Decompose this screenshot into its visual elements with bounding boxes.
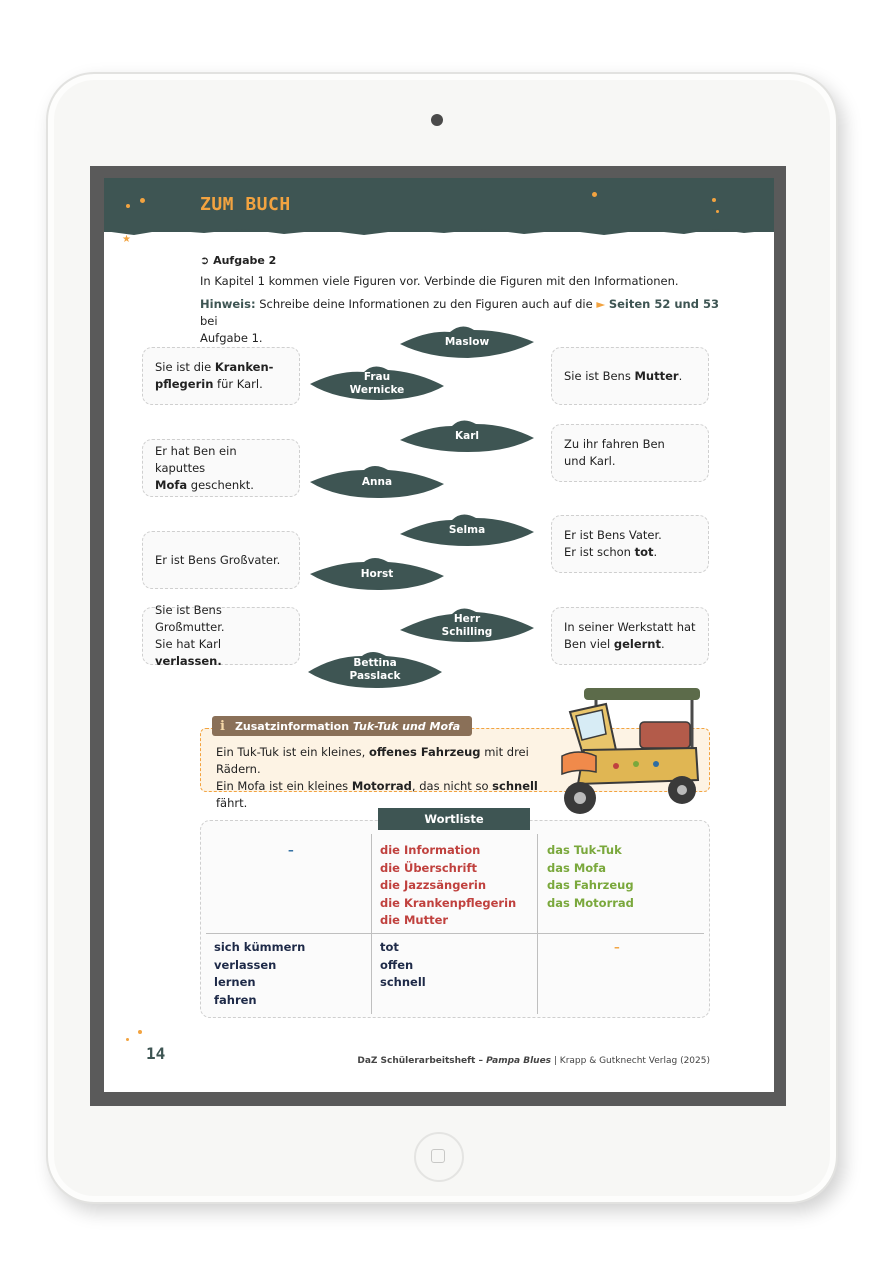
footer-credit: DaZ Schülerarbeitsheft – Pampa Blues | Krapp & Gutknecht Verlag (2025) (357, 1056, 710, 1066)
star-dot (138, 1030, 142, 1034)
star-dot (126, 204, 130, 208)
page-title: ZUM BUCH (200, 194, 291, 215)
info-box-left-2[interactable]: Er hat Ben ein kaputtes Mofa geschenkt. (142, 439, 300, 497)
wortliste-cell: – (288, 843, 294, 857)
character-frau-wernicke[interactable]: Frau Wernicke (308, 364, 446, 404)
home-button[interactable] (414, 1132, 464, 1182)
star-dot (140, 198, 145, 203)
table-divider (371, 834, 372, 1014)
info-icon: i (220, 718, 225, 734)
wortliste-nouns-feminine: die Information die Überschrift die Jazzsängerin die Krankenpflegerin die Mutter (380, 843, 517, 927)
wortliste-cell: – (614, 940, 620, 954)
character-maslow[interactable]: Maslow (398, 322, 536, 362)
star-icon: ★ (122, 234, 131, 245)
camera-icon (431, 114, 443, 126)
character-bettina-passlack[interactable]: Bettina Passlack (306, 650, 444, 690)
tuk-tuk-illustration (556, 686, 706, 818)
task-instruction: In Kapitel 1 kommen viele Figuren vor. Verbinde die Figuren mit den Informationen. (200, 274, 679, 288)
zusatz-tab: i Zusatzinformation Tuk-Tuk und Mofa (212, 716, 472, 736)
header-torn-edge (104, 224, 774, 238)
table-divider (206, 933, 704, 934)
info-box-right-1[interactable]: Sie ist Bens Mutter. (551, 347, 709, 405)
worksheet-page[interactable] (104, 178, 774, 1092)
wortliste-adjectives: tot offen schnell (380, 940, 426, 989)
character-herr-schilling[interactable]: Herr Schilling (398, 606, 536, 646)
zusatz-text: Ein Tuk-Tuk ist ein kleines, offenes Fahrzeug mit drei Rädern. Ein Mofa ist ein kleines Motorrad, das nicht so schnell fährt. (216, 745, 538, 810)
star-dot (712, 198, 716, 202)
star-dot (716, 210, 719, 213)
info-box-right-2[interactable]: Zu ihr fahren Ben und Karl. (551, 424, 709, 482)
wortliste-title: Wortliste (378, 808, 530, 830)
play-arrow-icon: ► (596, 297, 606, 311)
character-horst[interactable]: Horst (308, 554, 446, 594)
task-hint: Hinweis: Schreibe deine Informationen zu den Figuren auch auf die ► Seiten 52 und 53 bei Aufgabe 1. (200, 297, 719, 345)
character-karl[interactable]: Karl (398, 416, 536, 456)
wortliste-verbs: sich kümmern verlassen lernen fahren (214, 940, 306, 1007)
info-box-right-4[interactable]: In seiner Werkstatt hat Ben viel gelernt. (551, 607, 709, 665)
info-box-left-3[interactable]: Er ist Bens Großvater. (142, 531, 300, 589)
home-square-icon (431, 1149, 445, 1163)
page-reference-link[interactable]: Seiten 52 und 53 (608, 297, 719, 311)
arrow-circle-icon: ➲ (200, 254, 210, 267)
character-selma[interactable]: Selma (398, 510, 536, 550)
info-box-left-4[interactable]: Sie ist Bens Großmutter. Sie hat Karl verlassen. (142, 607, 300, 665)
star-dot (592, 192, 597, 197)
table-divider (537, 834, 538, 1014)
star-dot (126, 1038, 129, 1041)
info-box-left-1[interactable]: Sie ist die Kranken- pflegerin für Karl. (142, 347, 300, 405)
task-heading: ➲ Aufgabe 2 (200, 254, 277, 267)
info-box-right-3[interactable]: Er ist Bens Vater. Er ist schon tot. (551, 515, 709, 573)
character-anna[interactable]: Anna (308, 462, 446, 502)
page-number: 14 (146, 1044, 166, 1063)
wortliste-nouns-neuter: das Tuk-Tuk das Mofa das Fahrzeug das Motorrad (547, 843, 634, 910)
